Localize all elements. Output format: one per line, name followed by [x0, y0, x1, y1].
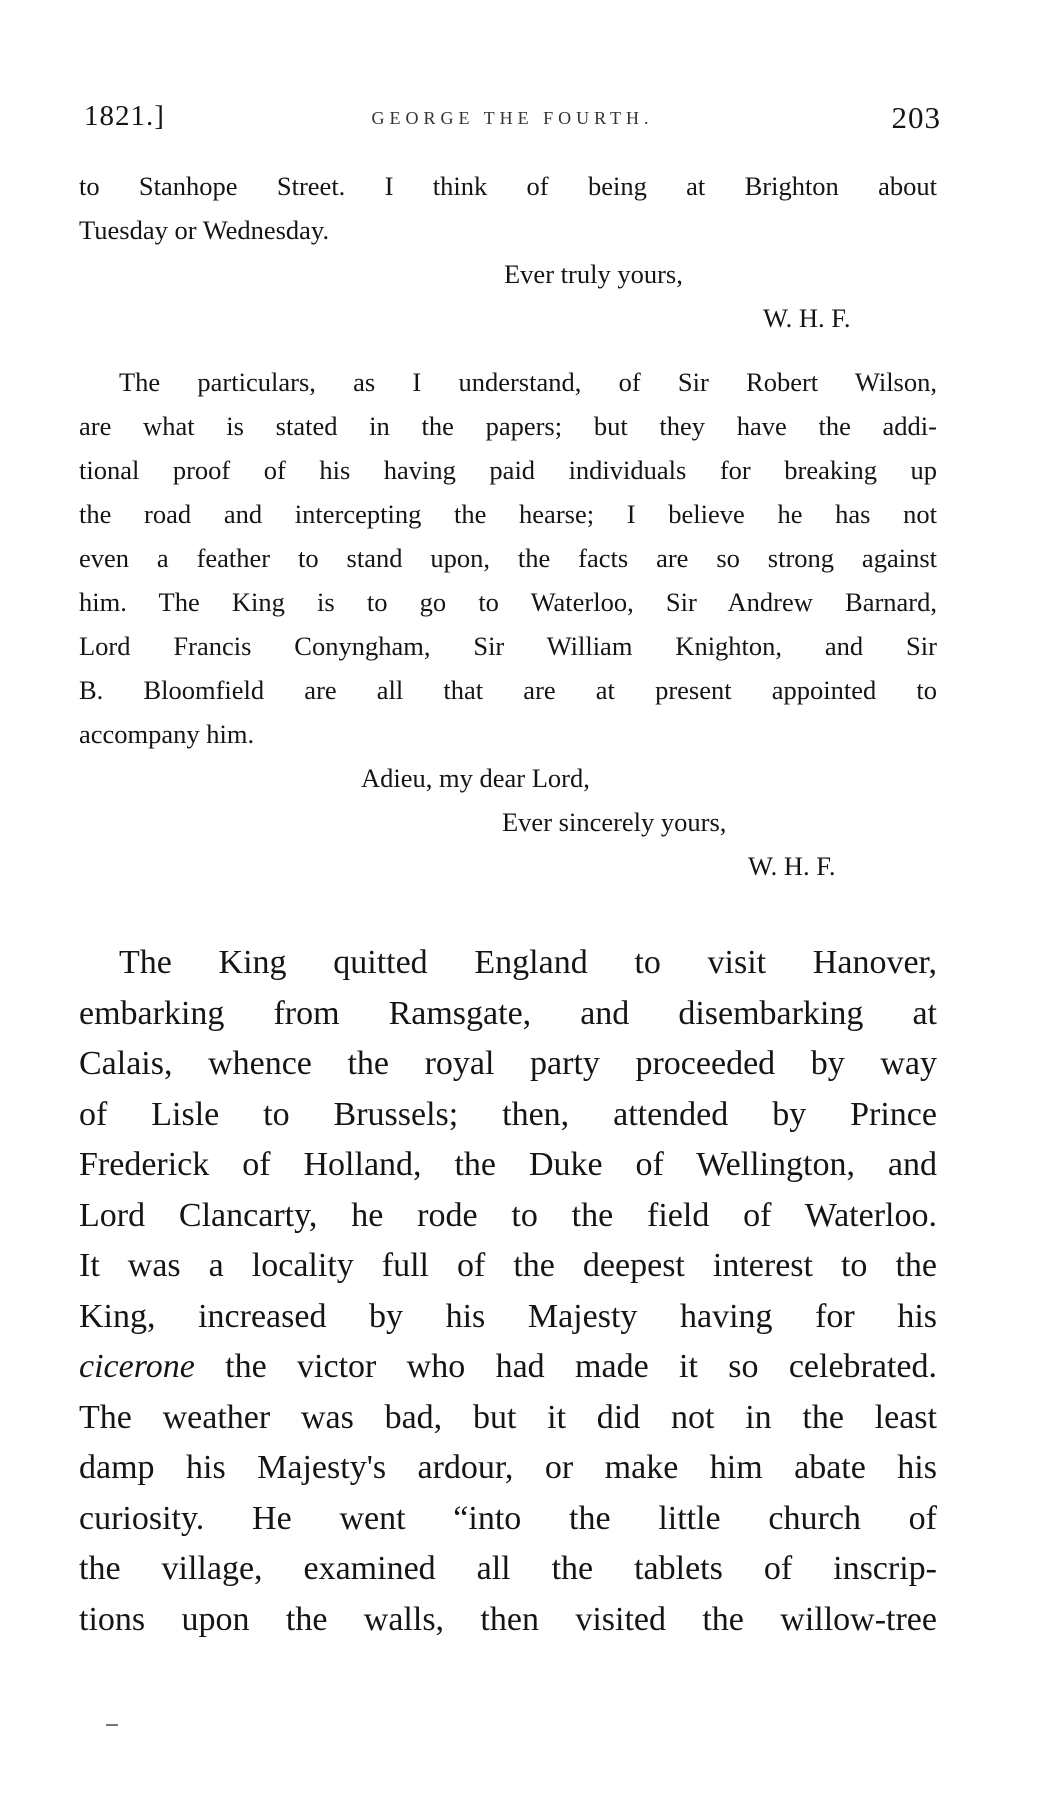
letter-2-line: are what is stated in the papers; but they have the addi-	[79, 411, 937, 441]
letter-2-line: B. Bloomfield are all that are at present appointed to	[79, 675, 937, 705]
italic-word: cicerone	[79, 1348, 195, 1385]
letter-2-line: even a feather to stand upon, the facts are so strong against	[79, 543, 937, 573]
letter-1-line: Tuesday or Wednesday.	[79, 215, 330, 245]
letter-2-line: the road and intercepting the hearse; I believe he has not	[79, 499, 937, 529]
narrative-line: Calais, whence the royal party proceeded by way	[79, 1045, 937, 1082]
narrative-line: of Lisle to Brussels; then, attended by Prince	[79, 1095, 937, 1133]
narrative-line: The weather was bad, but it did not in the least	[79, 1398, 937, 1436]
narrative-line: the village, examined all the tablets of inscrip-	[79, 1550, 937, 1587]
narrative-line: The King quitted England to visit Hanover,	[119, 944, 937, 981]
letter-2-line: accompany him.	[79, 719, 255, 749]
narrative-line: tions upon the walls, then visited the willow-tree	[79, 1600, 937, 1638]
letter-2-signature: W. H. F.	[748, 851, 836, 881]
running-header	[84, 100, 941, 140]
header-title: GEORGE THE FOURTH.	[371, 108, 654, 128]
page-number: 203	[891, 100, 941, 135]
narrative-line: curiosity. He went “into the little church of	[79, 1499, 937, 1537]
narrative-line: King, increased by his Majesty having for his	[79, 1297, 937, 1335]
letter-2-line: The particulars, as I understand, of Sir Robert Wilson,	[119, 367, 937, 397]
narrative-paragraph	[79, 938, 937, 1645]
narrative-line: damp his Majesty's ardour, or make him abate his	[79, 1449, 937, 1486]
narrative-line: It was a locality full of the deepest interest to the	[79, 1247, 937, 1284]
letter-2-closing: Ever sincerely yours,	[502, 807, 727, 837]
letter-2-line: him. The King is to go to Waterloo, Sir Andrew Barnard,	[79, 587, 937, 617]
scan-speck	[106, 1724, 118, 1726]
letter-1	[79, 164, 937, 340]
header-year: 1821.]	[84, 100, 165, 132]
letter-1-closing: Ever truly yours,	[504, 259, 683, 289]
narrative-line: Lord Clancarty, he rode to the field of Waterloo.	[79, 1196, 937, 1234]
narrative-line-italic	[79, 1342, 937, 1393]
narrative-line: Frederick of Holland, the Duke of Wellington, and	[79, 1146, 937, 1183]
narrative-line: embarking from Ramsgate, and disembarking at	[79, 994, 937, 1032]
letter-2-line: Lord Francis Conyngham, Sir William Knighton, and Sir	[79, 631, 937, 661]
letter-2-salutation: Adieu, my dear Lord,	[361, 763, 590, 793]
letter-1-line: to Stanhope Street. I think of being at Brighton about	[79, 171, 937, 201]
italic-line-rest: the victor who had made it so celebrated.	[225, 1348, 937, 1385]
letter-2	[79, 360, 937, 888]
letter-1-signature: W. H. F.	[763, 303, 851, 333]
letter-2-line: tional proof of his having paid individuals for breaking up	[79, 455, 937, 485]
